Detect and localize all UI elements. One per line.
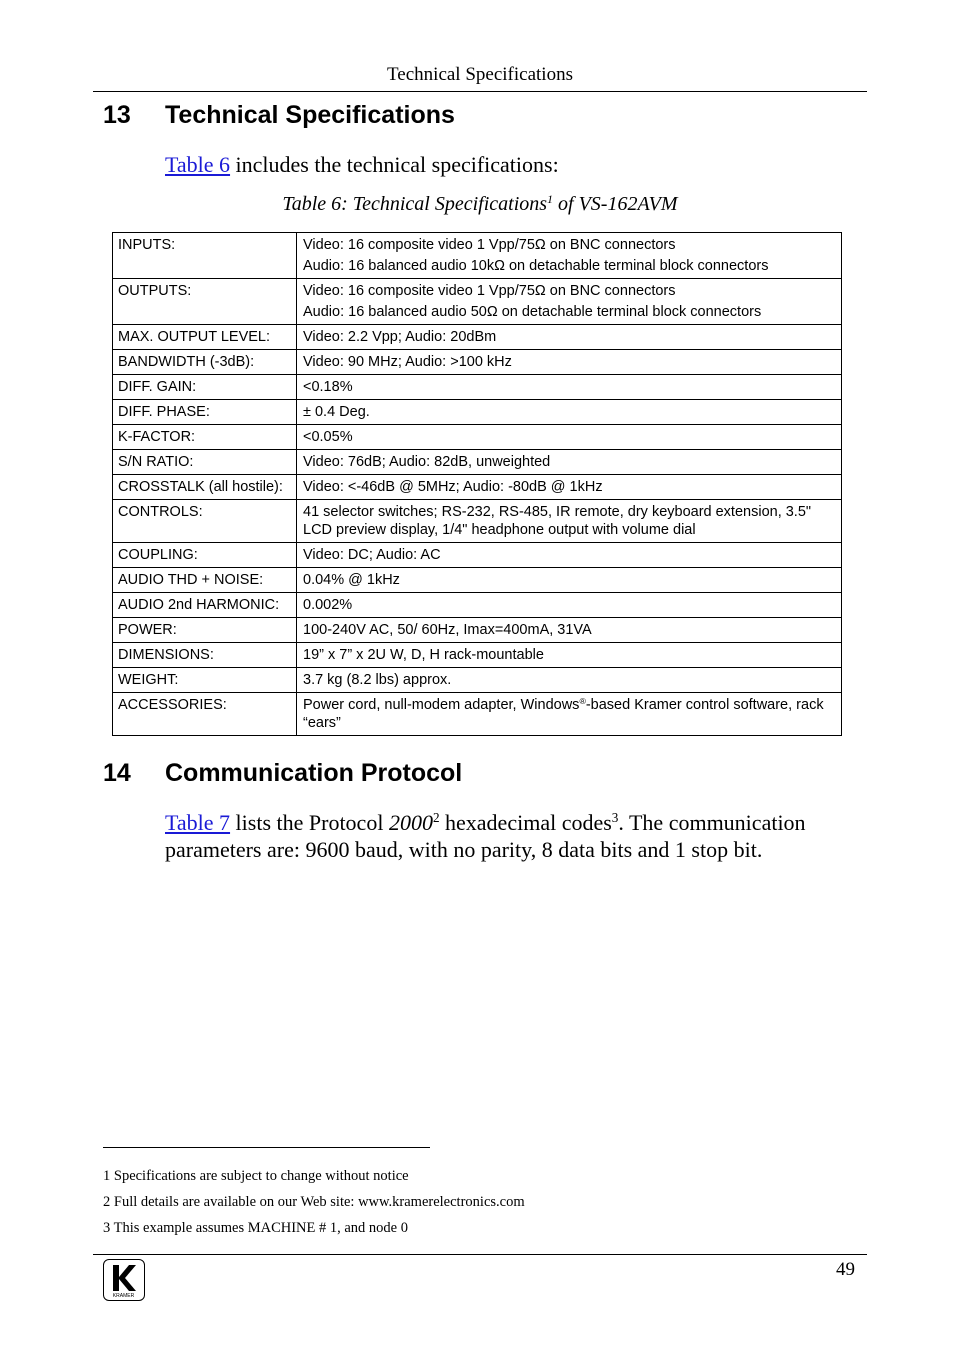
- spec-value: [297, 568, 842, 593]
- header-rule: [93, 91, 867, 92]
- kramer-logo: [103, 1259, 145, 1301]
- spec-label: OUTPUTS:: [113, 279, 297, 325]
- table-row: [113, 568, 842, 593]
- footnote-ref-2[interactable]: 2: [432, 810, 440, 826]
- spec-value-line: 100-240V AC, 50/ 60Hz, Imax=400mA, 31VA: [303, 622, 592, 638]
- footer-rule: [93, 1254, 867, 1255]
- table-row: [113, 350, 842, 375]
- spec-value-line: Video: 76dB; Audio: 82dB, unweighted: [303, 454, 551, 470]
- caption-footnote-ref[interactable]: 1: [547, 191, 554, 206]
- spec-label: S/N RATIO:: [113, 450, 297, 475]
- footnote-1: 1 Specifications are subject to change without notice: [103, 1168, 409, 1184]
- spec-value-line: <0.05%: [303, 429, 353, 445]
- spec-value: [297, 500, 842, 543]
- spec-label: MAX. OUTPUT LEVEL:: [113, 325, 297, 350]
- table-row: [113, 233, 842, 279]
- spec-value-line: Video: DC; Audio: AC: [303, 547, 441, 563]
- spec-value: [297, 475, 842, 500]
- spec-value-line: 0.002%: [303, 597, 353, 613]
- specs-table: [112, 232, 842, 736]
- paragraph-text-a: lists the Protocol: [230, 810, 389, 835]
- footnote-2: 2 Full details are available on our Web site: www.kramerelectronics.com: [103, 1194, 525, 1210]
- spec-value-line: 3.7 kg (8.2 lbs) approx.: [303, 672, 452, 688]
- caption-rest: of VS-162AVM: [553, 193, 678, 215]
- section-13-number: 13: [103, 101, 131, 129]
- section-14-title: Communication Protocol: [165, 759, 463, 787]
- spec-value: [297, 350, 842, 375]
- spec-value-line: 0.04% @ 1kHz: [303, 572, 400, 588]
- section-13-intro: [165, 151, 855, 178]
- spec-value-line: Video: 16 composite video 1 Vpp/75Ω on BNC connectors: [303, 283, 676, 299]
- spec-value-line: <0.18%: [303, 379, 353, 395]
- table-6-link[interactable]: Table 6: [165, 152, 231, 177]
- spec-value-line: ± 0.4 Deg.: [303, 404, 370, 420]
- footnote-ref-3[interactable]: 3: [611, 810, 619, 826]
- paragraph-text-c: . The communication parameters are: 9600 baud, with no parity, 8 data bits and 1 stop bit.: [165, 810, 806, 862]
- protocol-name: 2000: [388, 810, 433, 835]
- running-header: Technical Specifications: [387, 64, 573, 85]
- spec-value-line: 19” x 7” x 2U W, D, H rack-mountable: [303, 647, 544, 663]
- spec-value-line: Video: 90 MHz; Audio: >100 kHz: [303, 354, 512, 370]
- spec-value: [297, 543, 842, 568]
- spec-label: CROSSTALK (all hostile):: [113, 475, 297, 500]
- spec-label: AUDIO 2nd HARMONIC:: [113, 593, 297, 618]
- table-row: [113, 279, 842, 325]
- table-row: [113, 593, 842, 618]
- spec-value: [297, 400, 842, 425]
- table-row: [113, 450, 842, 475]
- table-row: [113, 375, 842, 400]
- spec-value: [297, 325, 842, 350]
- table-row: [113, 425, 842, 450]
- spec-value-line: Video: 16 composite video 1 Vpp/75Ω on BNC connectors: [303, 237, 676, 253]
- table-7-link[interactable]: Table 7: [165, 810, 231, 835]
- spec-label: CONTROLS:: [113, 500, 297, 543]
- spec-label: WEIGHT:: [113, 668, 297, 693]
- spec-value: [297, 375, 842, 400]
- kramer-logo-mark-icon: [104, 1260, 143, 1299]
- spec-value: [297, 233, 842, 279]
- page-number: 49: [836, 1259, 855, 1280]
- spec-label: K-FACTOR:: [113, 425, 297, 450]
- spec-value: [297, 643, 842, 668]
- table-row: [113, 618, 842, 643]
- spec-value: [297, 693, 842, 736]
- spec-value-line: Audio: 16 balanced audio 50Ω on detachable terminal block connectors: [303, 304, 762, 320]
- footnote-3: 3 This example assumes MACHINE # 1, and node 0: [103, 1220, 408, 1236]
- spec-value: [297, 593, 842, 618]
- table-row: [113, 500, 842, 543]
- footnote-rule: [103, 1147, 430, 1148]
- spec-label: ACCESSORIES:: [113, 693, 297, 736]
- spec-value-line: Power cord, null-modem adapter, Windows®-based Kramer control software, rack “ears”: [303, 695, 824, 731]
- spec-label: DIFF. PHASE:: [113, 400, 297, 425]
- table-row: [113, 475, 842, 500]
- table-row: [113, 325, 842, 350]
- table-6-caption: [93, 193, 867, 216]
- logo-wordmark: KRAMER: [112, 1293, 135, 1299]
- spec-value-line: Video: 2.2 Vpp; Audio: 20dBm: [303, 329, 497, 345]
- spec-label: INPUTS:: [113, 233, 297, 279]
- caption-main: Table 6: Technical Specifications: [282, 193, 548, 215]
- table-row: [113, 543, 842, 568]
- paragraph-text-b: hexadecimal codes: [439, 810, 612, 835]
- spec-label: BANDWIDTH (-3dB):: [113, 350, 297, 375]
- spec-label: DIMENSIONS:: [113, 643, 297, 668]
- table-row: [113, 693, 842, 736]
- section-13-title: Technical Specifications: [165, 101, 455, 129]
- section-14-paragraph: [165, 809, 855, 863]
- section-13-heading: [103, 101, 455, 130]
- spec-value: [297, 618, 842, 643]
- spec-label: COUPLING:: [113, 543, 297, 568]
- spec-value: [297, 450, 842, 475]
- spec-label: POWER:: [113, 618, 297, 643]
- table-row: [113, 643, 842, 668]
- spec-label: DIFF. GAIN:: [113, 375, 297, 400]
- table-row: [113, 400, 842, 425]
- spec-value: [297, 425, 842, 450]
- section-14-number: 14: [103, 759, 131, 787]
- section-14-heading: [103, 759, 462, 788]
- spec-value-line: 41 selector switches; RS-232, RS-485, IR remote, dry keyboard extension, 3.5" LCD preview display, 1/4" headphone output with volume dial: [303, 504, 812, 538]
- spec-value-line: Video: <-46dB @ 5MHz; Audio: -80dB @ 1kHz: [303, 479, 603, 495]
- spec-value: [297, 279, 842, 325]
- spec-label: AUDIO THD + NOISE:: [113, 568, 297, 593]
- table-row: [113, 668, 842, 693]
- section-13-intro-text: includes the technical specifications:: [230, 152, 559, 177]
- spec-value-line: Audio: 16 balanced audio 10kΩ on detachable terminal block connectors: [303, 258, 769, 274]
- spec-value: [297, 668, 842, 693]
